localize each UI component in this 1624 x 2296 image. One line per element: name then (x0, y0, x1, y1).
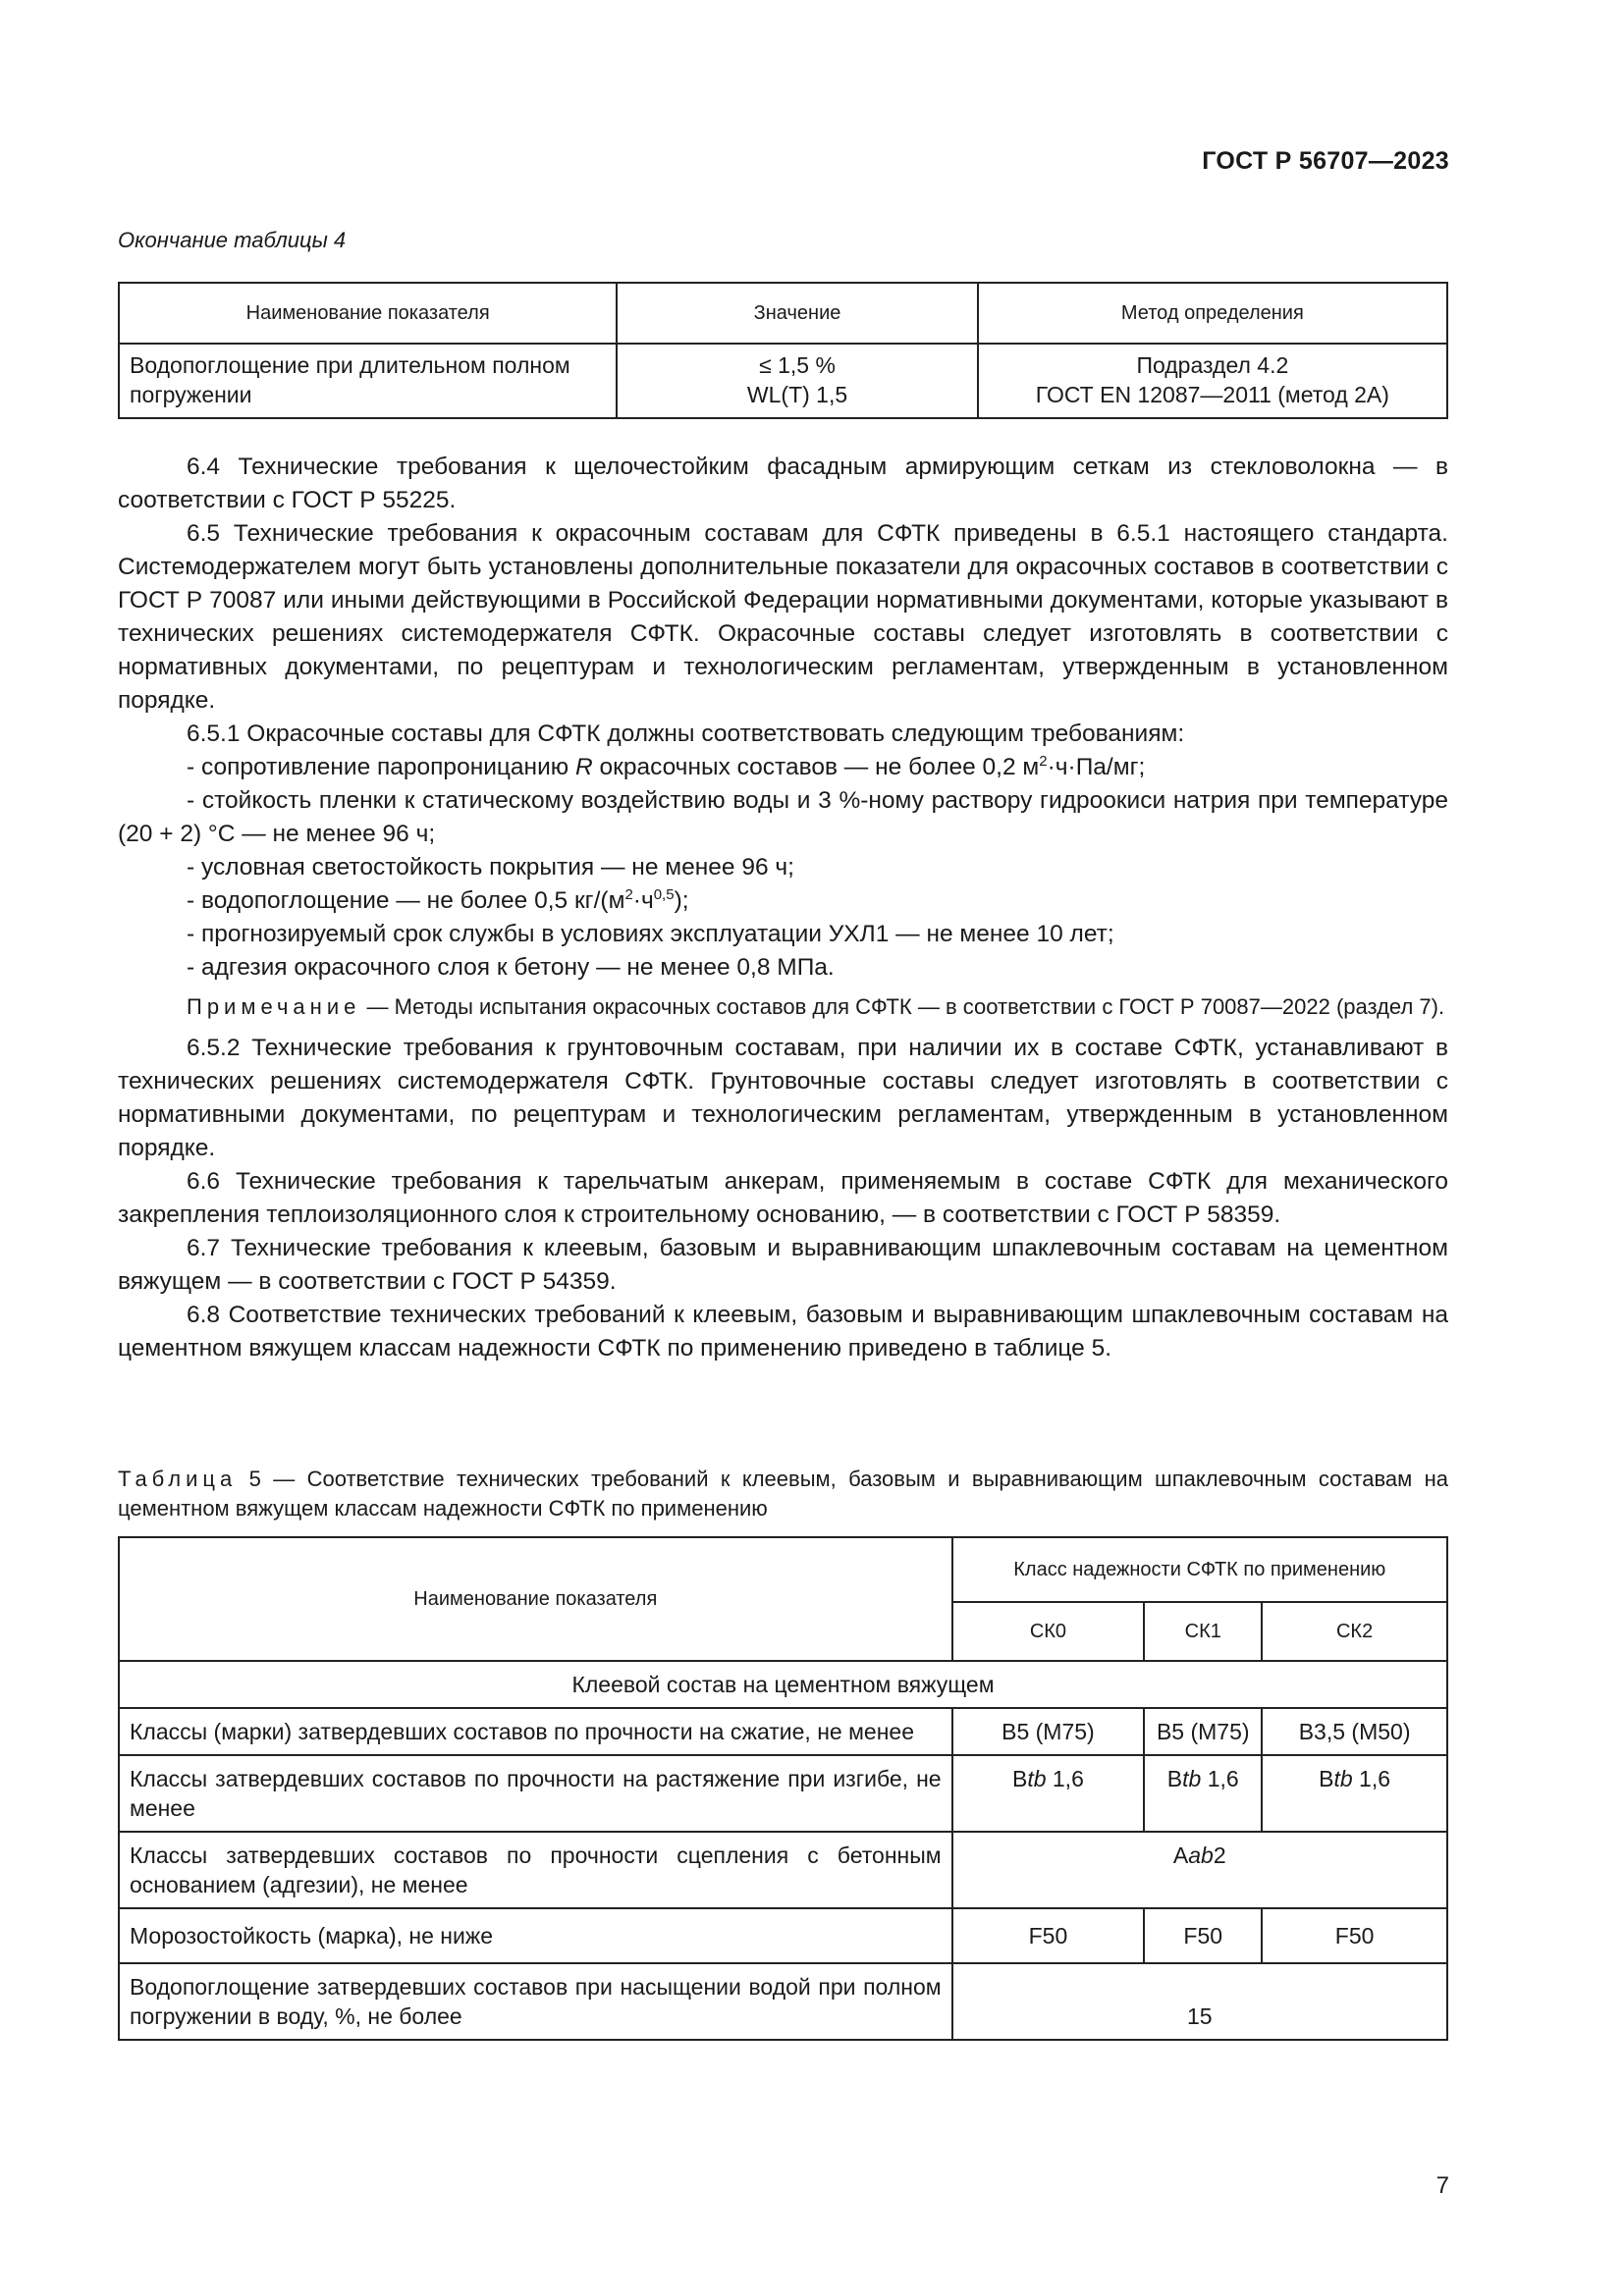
table5-section-row (119, 1661, 1447, 1708)
text-run: В (1319, 1766, 1334, 1791)
caption-label: Таблица (118, 1467, 238, 1491)
cell-line: Водопоглощение при длительном полном (130, 352, 570, 378)
note-text: — Методы испытания окрасочных составов для СФТК — в соответствии с ГОСТ Р 70087—2022 (раздел 7). (360, 994, 1445, 1019)
cell-line: Подраздел 4.2 (1136, 352, 1289, 378)
text-run: - водопоглощение — не более 0,5 кг/(м (187, 887, 625, 914)
list-item: - условная светостойкость покрытия — не менее 96 ч; (187, 854, 794, 881)
table5-header-row (119, 1537, 1447, 1602)
text-run: R (574, 754, 593, 780)
superscript: 0,5 (653, 886, 675, 903)
table-4 (118, 282, 1448, 419)
table-row (119, 1908, 1447, 1963)
text-run: tb (1333, 1766, 1353, 1791)
list-item: - стойкость пленки к статическому воздействию воды и 3 %-ному раствору гидроокиси натрия при температуре (20 + 2) °С — не менее 96 ч; (118, 787, 1448, 847)
superscript: 2 (624, 886, 633, 903)
table5-cell: F50 (1144, 1908, 1262, 1963)
text-run: А (1172, 1842, 1189, 1868)
table5-cell (1144, 1755, 1262, 1832)
text-run: ab (1188, 1842, 1214, 1868)
body-text (118, 451, 1448, 1365)
text-run: В (1166, 1766, 1183, 1791)
table5-col-ck1: СК1 (1144, 1602, 1262, 1661)
table-row (119, 1832, 1447, 1908)
table5-cell: F50 (1262, 1908, 1447, 1963)
text-run: tb (1027, 1766, 1047, 1791)
page-number: 7 (1435, 2172, 1449, 2199)
table5-section-title: Клеевой состав на цементном вяжущем (119, 1661, 1447, 1708)
superscript: 2 (1039, 753, 1048, 770)
table-row (119, 1755, 1447, 1832)
table5-row-name: Классы затвердевших составов по прочности сцепления с бетонным основанием (адгезии), не менее (119, 1832, 952, 1908)
text-run: В (1011, 1766, 1028, 1791)
table5-cell (1262, 1755, 1447, 1832)
paragraph-6-5: 6.5 Технические требования к окрасочным составам для СФТК приведены в 6.5.1 настоящего стандарта. Системодержателем могут быть установлены дополнительные показатели для окрасочных составов в соответствии с ГОСТ Р 70087 или иными действующими в Российской Федерации нормативными документами, которые указывают в технических решениях системодержателя СФТК. Окрасочные составы следует изготовлять в соответствии с нормативных документами, по рецептурам и технологическим регламентам, утвержденным в установленном порядке. (118, 520, 1448, 714)
table4-header-row (119, 283, 1447, 344)
table5-col-group: Класс надежности СФТК по применению (952, 1537, 1447, 1602)
table-row (119, 344, 1447, 418)
text-run: ·ч·Па/мг; (1047, 754, 1146, 780)
paragraph-6-5-1: 6.5.1 Окрасочные составы для СФТК должны соответствовать следующим требованиям: (187, 721, 1185, 747)
table5-cell: F50 (952, 1908, 1145, 1963)
table5-cell (952, 1755, 1145, 1832)
text-run: 2 (1213, 1842, 1226, 1868)
note (118, 992, 1448, 1022)
text-run: tb (1182, 1766, 1202, 1791)
note-label: Примечание (187, 994, 361, 1019)
document-code: ГОСТ Р 56707—2023 (1202, 147, 1449, 175)
table5-col-ck0: СК0 (952, 1602, 1145, 1661)
table5-cell: В5 (М75) (1144, 1708, 1262, 1755)
cell-line: ≤ 1,5 % (759, 352, 836, 378)
text-run: ); (674, 887, 689, 914)
caption-text: 5 — Соответствие технических требований к клеевым, базовым и выравнивающим шпаклевочным составам на цементном вяжущем классам надежности СФТК по применению (118, 1467, 1448, 1521)
paragraph-6-8: 6.8 Соответствие технических требований к клеевым, базовым и выравнивающим шпаклевочным составам на цементном вяжущем классам надежности СФТК по применению приведено в таблице 5. (118, 1302, 1448, 1362)
table5-cell-merged: 15 (952, 1963, 1447, 2040)
table5-caption (118, 1465, 1448, 1523)
table5-col-ck2: СК2 (1262, 1602, 1447, 1661)
paragraph-6-4: 6.4 Технические требования к щелочестойким фасадным армирующим сеткам из стекловолокна — в соответствии с ГОСТ Р 55225. (118, 454, 1448, 513)
text-run: - сопротивление паропроницанию (187, 754, 575, 780)
table5-row-name: Классы (марки) затвердевших составов по прочности на сжатие, не менее (119, 1708, 952, 1755)
table4-col-value: Значение (617, 283, 977, 344)
paragraph-6-6: 6.6 Технические требования к тарельчатым анкерам, применяемым в составе СФТК для механического закрепления теплоизоляционного слоя к строительному основанию, — в соответствии с ГОСТ Р 58359. (118, 1168, 1448, 1228)
cell-line: погружении (130, 382, 252, 407)
list-item: - прогнозируемый срок службы в условиях эксплуатации УХЛ1 — не менее 10 лет; (187, 921, 1114, 947)
table5-row-name: Водопоглощение затвердевших составов при насыщении водой при полном погружении в воду, %, не более (119, 1963, 952, 2040)
table-row (119, 1708, 1447, 1755)
table5-cell: В5 (М75) (952, 1708, 1145, 1755)
table4-cell-value (617, 344, 977, 418)
table5-row-name: Морозостойкость (марка), не ниже (119, 1908, 952, 1963)
text-run: окрасочных составов — не более 0,2 м (592, 754, 1040, 780)
table5-row-name: Классы затвердевших составов по прочности на растяжение при изгибе, не менее (119, 1755, 952, 1832)
table4-col-method: Метод определения (978, 283, 1447, 344)
paragraph-6-7: 6.7 Технические требования к клеевым, базовым и выравнивающим шпаклевочным составам на цементном вяжущем — в соответствии с ГОСТ Р 54359. (118, 1235, 1448, 1295)
table-5 (118, 1536, 1448, 2041)
cell-line: WL(T) 1,5 (746, 382, 848, 407)
table4-caption: Окончание таблицы 4 (118, 228, 347, 252)
table5-cell: В3,5 (М50) (1262, 1708, 1447, 1755)
table5-cell-merged (952, 1832, 1447, 1908)
text-run: 1,6 (1201, 1766, 1239, 1791)
table5-col-name: Наименование показателя (119, 1537, 952, 1661)
list-item (118, 751, 1448, 784)
list-item: - адгезия окрасочного слоя к бетону — не менее 0,8 МПа. (187, 954, 835, 981)
table4-cell-method (978, 344, 1447, 418)
table4-cell-name (119, 344, 617, 418)
text-run: 1,6 (1046, 1766, 1084, 1791)
table4-col-name: Наименование показателя (119, 283, 617, 344)
cell-line: ГОСТ EN 12087—2011 (метод 2А) (1035, 382, 1389, 407)
table-row (119, 1963, 1447, 2040)
list-item (118, 884, 1448, 918)
text-run: ·ч (632, 887, 654, 914)
text-run: 1,6 (1352, 1766, 1391, 1791)
paragraph-6-5-2: 6.5.2 Технические требования к грунтовочным составам, при наличии их в составе СФТК, устанавливают в технических решениях системодержателя СФТК. Грунтовочные составы следует изготовлять в соответствии с нормативными документами, по рецептурам и технологическим регламентам, утвержденным в установленном порядке. (118, 1035, 1448, 1161)
